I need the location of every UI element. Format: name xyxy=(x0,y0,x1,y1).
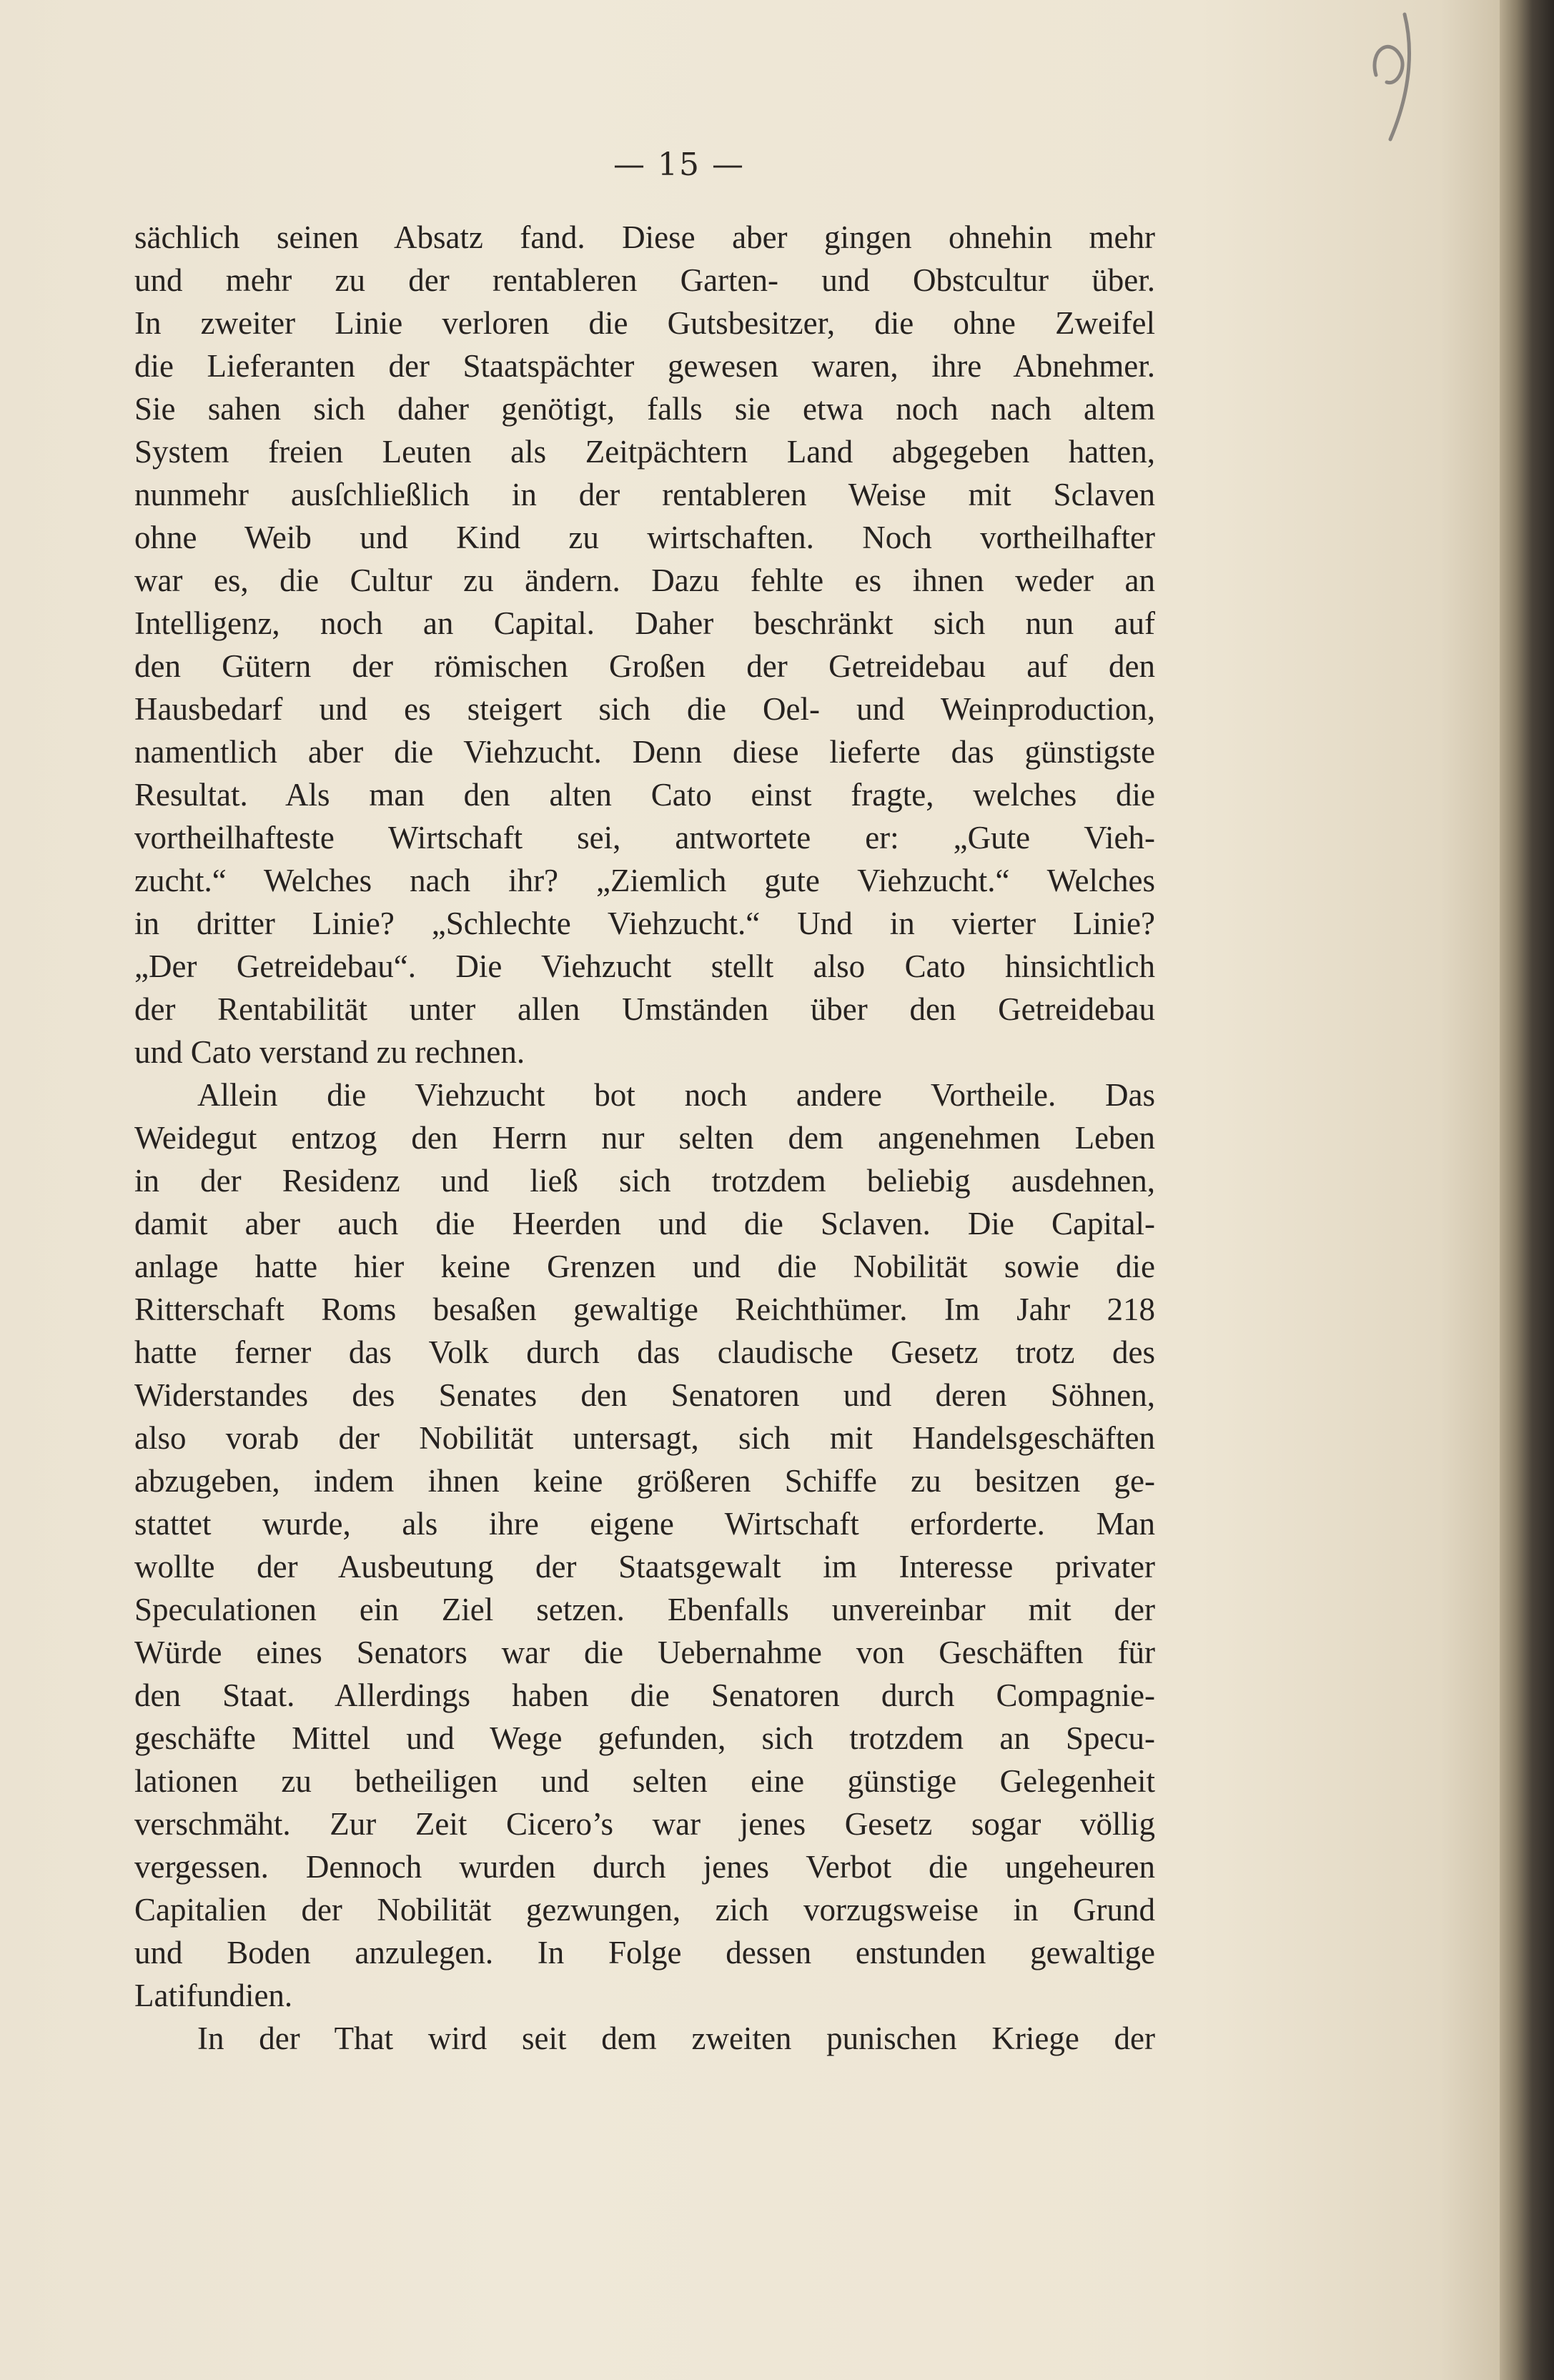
text-line: Hausbedarf und es steigert sich die Oel- und Weinproduction, xyxy=(134,691,1155,727)
text-line: hatte ferner das Volk durch das claudische Gesetz trotz des xyxy=(134,1334,1155,1370)
text-line: stattet wurde, als ihre eigene Wirtschaft erforderte. Man xyxy=(134,1506,1155,1542)
text-line: In zweiter Linie verloren die Gutsbesitzer, die ohne Zweifel xyxy=(134,305,1155,341)
text-line: Allein die Viehzucht bot noch andere Vortheile. Das xyxy=(197,1077,1155,1113)
text-line: und Cato verstand zu rechnen. xyxy=(134,1034,525,1070)
text-line: Latifundien. xyxy=(134,1978,293,2013)
text-line: „Der Getreidebau“. Die Viehzucht stellt also Cato hinsichtlich xyxy=(134,948,1155,984)
text-line: den Staat. Allerdings haben die Senatoren durch Compagnie- xyxy=(134,1677,1155,1713)
text-line: zucht.“ Welches nach ihr? „Ziemlich gute Viehzucht.“ Welches xyxy=(134,863,1155,898)
text-line: war es, die Cultur zu ändern. Dazu fehlte es ihnen weder an xyxy=(134,562,1155,598)
text-line: geschäfte Mittel und Wege gefunden, sich trotzdem an Specu- xyxy=(134,1720,1155,1756)
text-line: in dritter Linie? „Schlechte Viehzucht.“ Und in vierter Linie? xyxy=(134,906,1155,941)
text-line: den Gütern der römischen Großen der Getreidebau auf den xyxy=(134,648,1155,684)
text-line: Würde eines Senators war die Uebernahme von Geschäften für xyxy=(134,1635,1155,1670)
text-line: namentlich aber die Viehzucht. Denn diese lieferte das günstigste xyxy=(134,734,1155,770)
text-line: sächlich seinen Absatz fand. Diese aber gingen ohnehin mehr xyxy=(134,219,1155,255)
text-line: nunmehr ausſchließlich in der rentableren Weise mit Sclaven xyxy=(134,477,1155,512)
text-line: der Rentabilität unter allen Umständen über den Getreidebau xyxy=(134,991,1155,1027)
text-line: abzugeben, indem ihnen keine größeren Schiffe zu besitzen ge- xyxy=(134,1463,1155,1499)
pencil-annotation-mark xyxy=(1362,7,1440,143)
text-line: also vorab der Nobilität untersagt, sich mit Handelsgeschäften xyxy=(134,1420,1155,1456)
text-line: Widerstandes des Senates den Senatoren und deren Söhnen, xyxy=(134,1377,1155,1413)
body-text xyxy=(134,216,1155,2060)
text-line: Speculationen ein Ziel setzen. Ebenfalls unvereinbar mit der xyxy=(134,1592,1155,1627)
text-line: vergessen. Dennoch wurden durch jenes Verbot die ungeheuren xyxy=(134,1849,1155,1885)
text-line: In der That wird seit dem zweiten punischen Kriege der xyxy=(197,2020,1155,2056)
text-line: wollte der Ausbeutung der Staatsgewalt im Interesse privater xyxy=(134,1549,1155,1585)
text-line: lationen zu betheiligen und selten eine günstige Gelegenheit xyxy=(134,1763,1155,1799)
text-line: System freien Leuten als Zeitpächtern Land abgegeben hatten, xyxy=(134,434,1155,470)
text-line: Capitalien der Nobilität gezwungen, zich vorzugsweise in Grund xyxy=(134,1892,1155,1928)
text-line: Resultat. Als man den alten Cato einst fragte, welches die xyxy=(134,777,1155,813)
text-line: die Lieferanten der Staatspächter gewesen waren, ihre Abnehmer. xyxy=(134,348,1155,384)
text-line: und mehr zu der rentableren Garten- und Obstcultur über. xyxy=(134,262,1155,298)
text-line: Sie sahen sich daher genötigt, falls sie etwa noch nach altem xyxy=(134,391,1155,427)
text-line: in der Residenz und ließ sich trotzdem beliebig ausdehnen, xyxy=(134,1163,1155,1199)
text-line: Ritterschaft Roms besaßen gewaltige Reichthümer. Im Jahr 218 xyxy=(134,1291,1155,1327)
text-line: damit aber auch die Heerden und die Sclaven. Die Capital- xyxy=(134,1206,1155,1241)
text-line: und Boden anzulegen. In Folge dessen enstunden gewaltige xyxy=(134,1935,1155,1970)
text-line: Weidegut entzog den Herrn nur selten dem angenehmen Leben xyxy=(134,1120,1155,1156)
text-line: verschmäht. Zur Zeit Cicero’s war jenes Gesetz sogar völlig xyxy=(134,1806,1155,1842)
page-edge-shadow xyxy=(1500,0,1554,2380)
page-number: — 15 — xyxy=(613,147,745,183)
text-line: ohne Weib und Kind zu wirtschaften. Noch vortheilhafter xyxy=(134,520,1155,555)
text-line: Intelligenz, noch an Capital. Daher beschränkt sich nun auf xyxy=(134,605,1155,641)
text-line: anlage hatte hier keine Grenzen und die Nobilität sowie die xyxy=(134,1249,1155,1284)
text-line: vortheilhafteste Wirtschaft sei, antwortete er: „Gute Vieh- xyxy=(134,820,1155,856)
